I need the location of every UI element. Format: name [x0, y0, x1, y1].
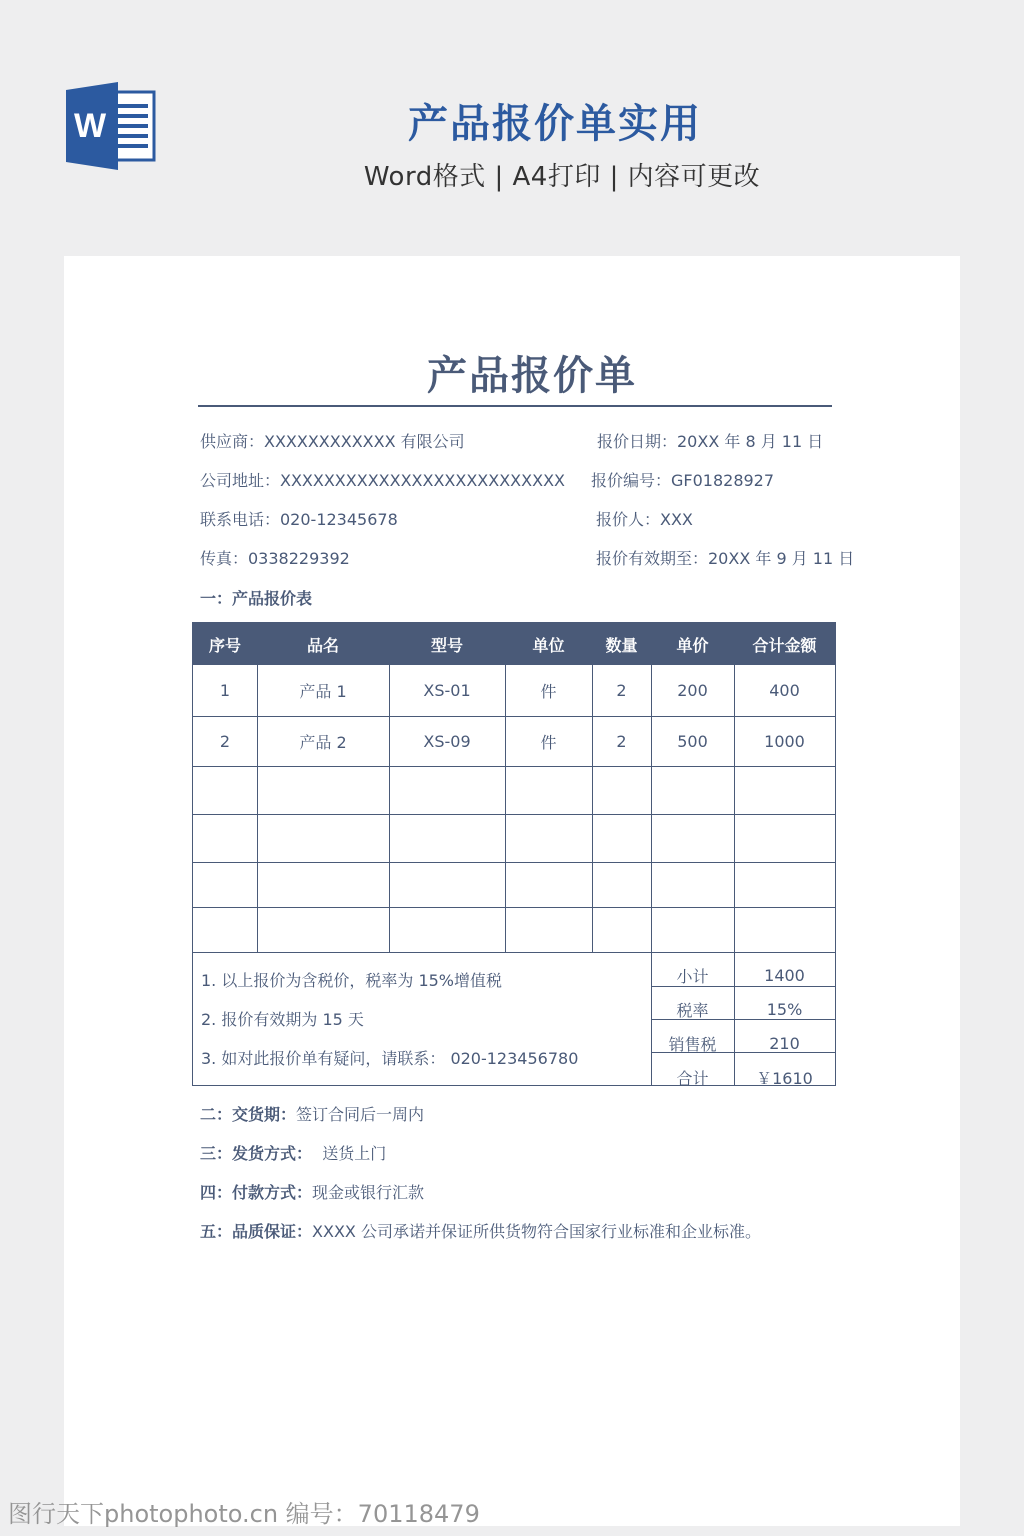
title-divider	[198, 405, 832, 407]
watermark: 图行天下photophoto.cn 编号：70118479	[8, 1500, 480, 1528]
tax-rate-value: 15%	[766, 999, 803, 1019]
header-model: 型号	[430, 635, 463, 655]
header-total: 合计金额	[752, 635, 817, 655]
term-shipping: 三：发货方式： 送货上门	[200, 1144, 387, 1163]
table-cell: 产品 1	[299, 682, 347, 701]
valid-until: 报价有效期至：20XX 年 9 月 11 日	[596, 549, 855, 568]
note-3: 3. 如对此报价单有疑问，请联系： 020-123456780	[201, 1049, 579, 1068]
tax-rate-label: 税率	[676, 1000, 709, 1020]
note-2: 2. 报价有效期为 15 天	[201, 1010, 364, 1029]
sales-tax-value: 210	[769, 1033, 800, 1053]
table-cell: 2	[616, 681, 627, 700]
table-cell: 1000	[764, 731, 805, 751]
word-icon-letter: W	[73, 107, 107, 145]
quoter: 报价人：XXX	[596, 510, 693, 529]
quote-number: 报价编号：GF01828927	[591, 471, 775, 490]
table-cell: 件	[540, 732, 557, 752]
term-payment: 四：付款方式：现金或银行汇款	[200, 1183, 425, 1202]
table-cell: 500	[677, 731, 708, 751]
table-cell: XS-09	[423, 731, 471, 751]
table-cell: XS-01	[423, 681, 471, 700]
header-qty: 数量	[605, 635, 638, 655]
grand-total-label: 合计	[676, 1068, 709, 1088]
quote-table	[192, 622, 836, 1086]
subtotal-value: 1400	[764, 965, 805, 985]
subtotal-label: 小计	[676, 966, 709, 986]
note-1: 1. 以上报价为含税价，税率为 15%增值税	[201, 971, 503, 990]
term-quality: 五：品质保证：XXXX 公司承诺并保证所供货物符合国家行业标准和企业标准。	[200, 1222, 761, 1241]
table-cell: 200	[677, 681, 708, 700]
header-price: 单价	[676, 635, 709, 655]
document-title: 产品报价单	[427, 353, 637, 399]
header-name: 品名	[306, 635, 339, 655]
fax-info: 传真：0338229392	[200, 549, 350, 568]
grand-total-value: ￥1610	[756, 1068, 813, 1088]
table-cell: 件	[540, 682, 557, 701]
sales-tax-label: 销售税	[668, 1034, 717, 1054]
table-cell: 2	[219, 731, 231, 751]
table-cell: 1	[219, 681, 231, 700]
term-delivery: 二：交货期：签订合同后一周内	[200, 1105, 425, 1124]
banner-title: 产品报价单实用	[408, 101, 702, 147]
table-cell: 产品 2	[299, 732, 347, 752]
header-unit: 单位	[532, 635, 565, 655]
quote-date: 报价日期：20XX 年 8 月 11 日	[597, 432, 824, 451]
phone-info: 联系电话：020-12345678	[200, 510, 398, 529]
banner-subtitle: Word格式 | A4打印 | 内容可更改	[363, 162, 761, 192]
supplier-info: 供应商：XXXXXXXXXXXX 有限公司	[200, 432, 465, 451]
table-cell: 2	[616, 731, 627, 751]
header-index: 序号	[208, 635, 241, 655]
section-product-table: 一：产品报价表	[200, 589, 313, 608]
address-info: 公司地址：XXXXXXXXXXXXXXXXXXXXXXXXXX	[200, 471, 565, 490]
table-cell: 400	[769, 681, 800, 700]
